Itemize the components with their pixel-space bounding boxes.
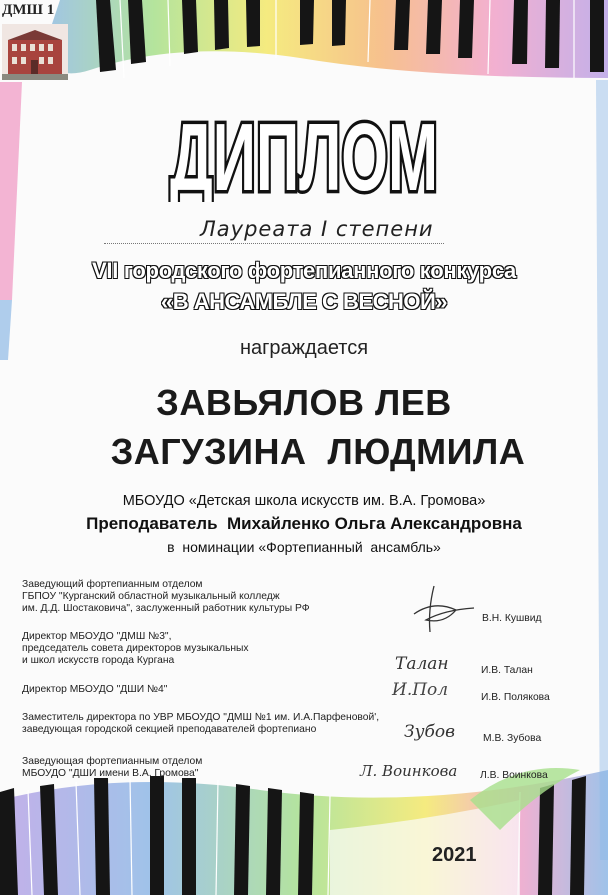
signature-3-mark: И.Пол (392, 680, 449, 700)
signatory-1-name: В.Н. Кушвид (482, 613, 542, 624)
contest-title-line2: «В АНСАМБЛЕ С ВЕСНОЙ» (160, 289, 448, 314)
awardee-name-2: ЗАГУЗИНА ЛЮДМИЛА (110, 431, 526, 472)
signatory-2-name: И.В. Талан (481, 665, 533, 676)
laureate-rank: Лауреата I степени (200, 217, 434, 241)
logo-text: ДМШ 1 (2, 2, 55, 18)
signatory-5-title: Заведующая фортепианным отделом МБОУДО "ДШИ имени В.А. Громова" (22, 756, 203, 779)
awardee-name-1: ЗАВЬЯЛОВ ЛЕВ (156, 382, 452, 423)
diploma-title (0, 92, 608, 207)
signatory-2-title: Директор МБОУДО "ДМШ №3", председатель совета директоров музыкальных и школ искусств города Кургана (22, 631, 249, 666)
school-building-icon (2, 24, 68, 80)
rank-underline (104, 243, 444, 244)
year: 2021 (432, 844, 477, 866)
signatory-4-title: Заместитель директора по УВР МБОУДО "ДМШ №1 им. И.А.Парфеновой', заведующая городской секцией преподавателей фортепиано (22, 712, 380, 735)
signature-4-mark: Зубов (404, 722, 455, 742)
signatory-1-title: Заведующий фортепианным отделом ГБПОУ "Курганский областной музыкальный колледж им. Д.Д. Шостаковича", заслуженный работник культуры РФ (22, 579, 310, 614)
signatory-4-name: М.В. Зубова (483, 733, 542, 744)
teacher-name: Преподаватель Михайленко Ольга Александровна (86, 514, 522, 533)
awarded-label: награждается (239, 337, 369, 359)
nomination: в номинации «Фортепианный ансамбль» (167, 539, 441, 555)
school-name: МБОУДО «Детская школа искусств им. В.А. Громова» (122, 493, 486, 509)
diploma-title-text: ДИПЛОМ (170, 104, 438, 202)
contest-title-line1: VII городского фортепианного конкурса (92, 258, 516, 283)
signatory-3-title: Директор МБОУДО "ДШИ №4" (22, 684, 168, 695)
signature-5-mark: Л. Воинкова (360, 762, 458, 780)
school-logo (0, 0, 72, 82)
signature-1-mark (404, 580, 484, 640)
signatory-3-name: И.В. Полякова (481, 692, 550, 703)
signatory-5-name: Л.В. Воинкова (480, 770, 548, 781)
signature-2-mark: Талан (395, 654, 449, 674)
